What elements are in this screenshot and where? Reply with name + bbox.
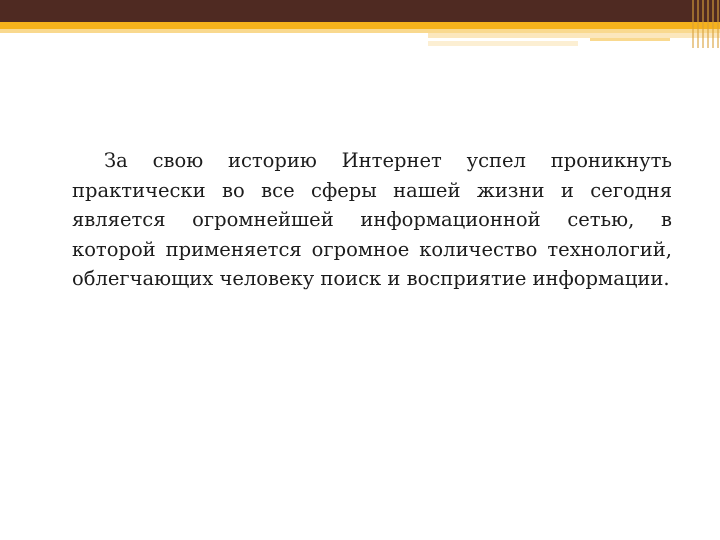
header-bar [0,0,720,22]
decor-stripe-thin [590,38,670,41]
body-paragraph: За свою историю Интернет успел проникнуть практически во все сферы нашей жизни и сегодня является огромнейшей информационной сетью, в которой применяется огромное количество технологий, облегчающих человеку поиск и восприятие информации. [72,149,672,290]
accent-stripe [0,22,720,29]
decor-stripe-short [428,41,578,46]
corner-decoration [692,0,720,48]
decor-stripe [428,33,720,38]
